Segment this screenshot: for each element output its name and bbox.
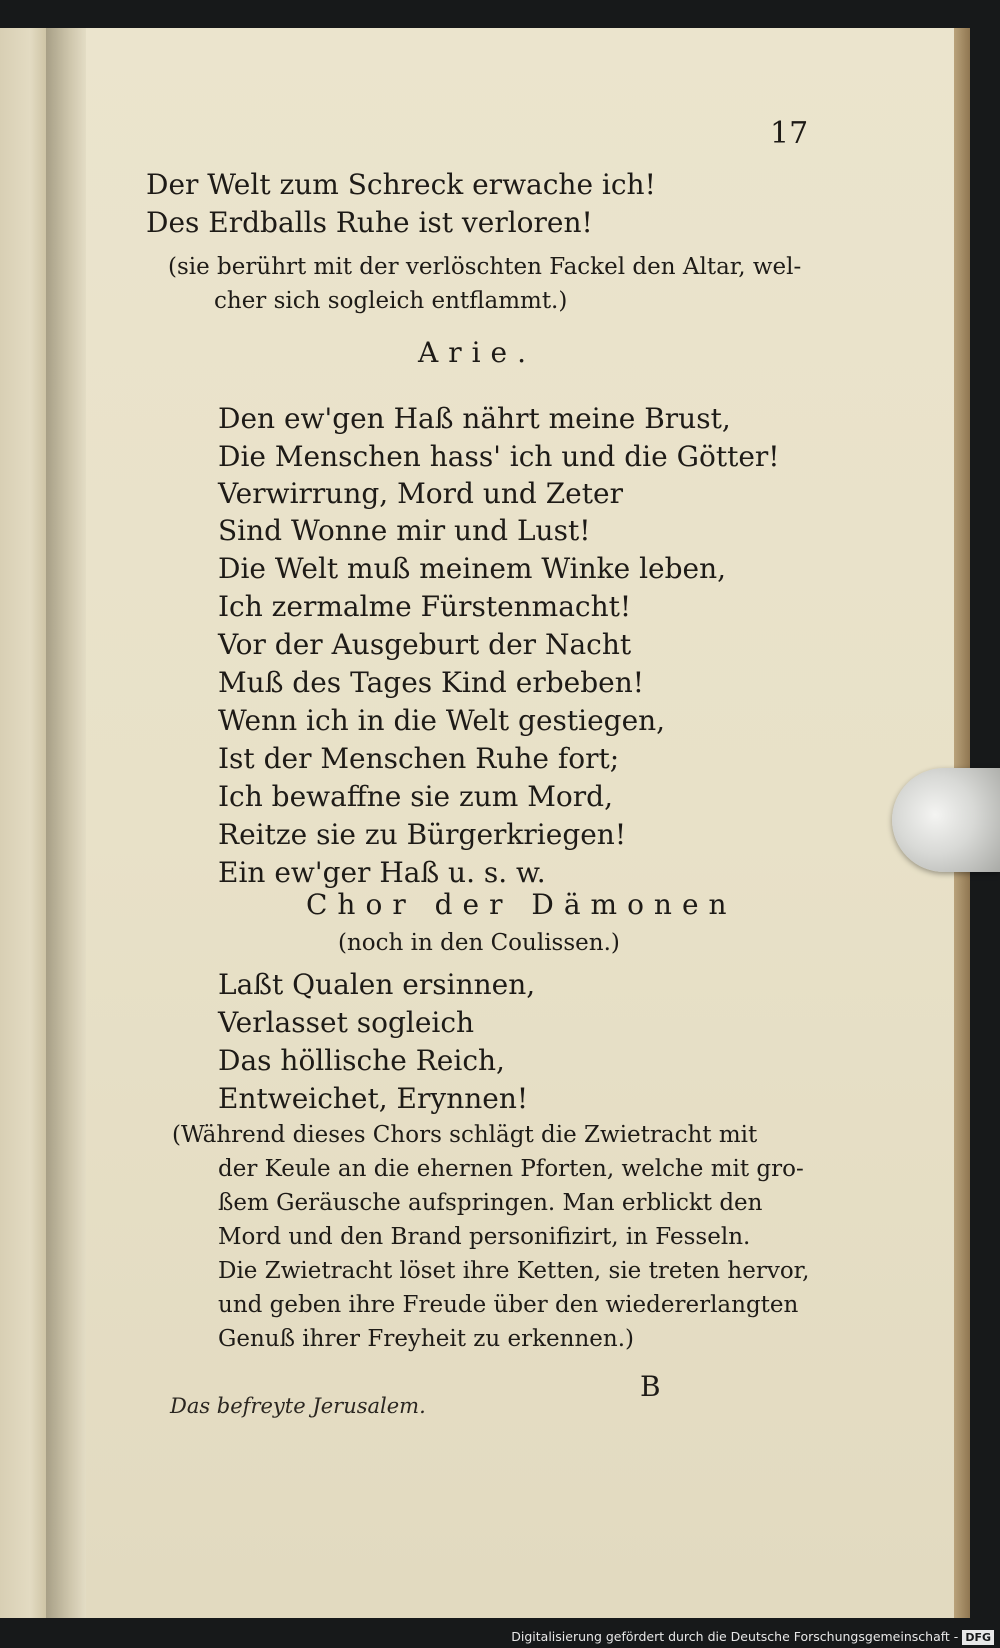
- stage-direction-line: (Während dieses Chors schlägt die Zwietracht mit: [172, 1122, 758, 1148]
- aria-line: Ein ew'ger Haß u. s. w.: [218, 856, 546, 889]
- text-line: Des Erdballs Ruhe ist verloren!: [146, 206, 593, 239]
- chor-line: Das höllische Reich,: [218, 1044, 505, 1077]
- chor-line: Entweichet, Erynnen!: [218, 1082, 529, 1115]
- chor-line: Laßt Qualen ersinnen,: [218, 968, 536, 1001]
- aria-line: Reitze sie zu Bürgerkriegen!: [218, 818, 627, 851]
- aria-line: Verwirrung, Mord und Zeter: [218, 477, 623, 510]
- aria-line: Muß des Tages Kind erbeben!: [218, 666, 644, 699]
- stage-direction-line: Genuß ihrer Freyheit zu erkennen.): [218, 1326, 634, 1352]
- aria-line: Die Welt muß meinem Winke leben,: [218, 552, 727, 585]
- stage-direction-line: Mord und den Brand personifizirt, in Fesseln.: [218, 1224, 751, 1250]
- heading-arie: Arie.: [418, 336, 537, 369]
- stage-direction-line: (sie berührt mit der verlöschten Fackel den Altar, wel-: [168, 254, 802, 280]
- stage-direction-line: Die Zwietracht löset ihre Ketten, sie treten hervor,: [218, 1258, 810, 1284]
- stage-direction-line: cher sich sogleich entflammt.): [214, 288, 568, 314]
- catchword-footer-title: Das befreyte Jerusalem.: [170, 1394, 426, 1418]
- dfg-logo-badge: DFG: [962, 1630, 994, 1645]
- aria-line: Vor der Ausgeburt der Nacht: [218, 628, 632, 661]
- dfg-notice-text: Digitalisierung gefördert durch die Deutsche Forschungsgemeinschaft -: [511, 1629, 959, 1644]
- page-number: 17: [770, 116, 809, 151]
- heading-chor: Chor der Dämonen: [306, 888, 737, 921]
- facing-page-edge: [0, 28, 50, 1618]
- chor-line: Verlasset sogleich: [218, 1006, 475, 1039]
- chor-subtitle: (noch in den Coulissen.): [338, 930, 620, 956]
- book-gutter: [46, 28, 88, 1618]
- aria-line: Wenn ich in die Welt gestiegen,: [218, 704, 666, 737]
- aria-line: Den ew'gen Haß nährt meine Brust,: [218, 402, 731, 435]
- digitization-notice-bar: [0, 1626, 1000, 1648]
- printer-signature-mark: B: [640, 1370, 661, 1403]
- aria-line: Sind Wonne mir und Lust!: [218, 514, 591, 547]
- stage-direction-line: der Keule an die ehernen Pforten, welche mit gro-: [218, 1156, 804, 1182]
- stage-direction-line: und geben ihre Freude über den wiedererlangten: [218, 1292, 799, 1318]
- page-holder-clip: [892, 768, 1000, 872]
- text-line: Der Welt zum Schreck erwache ich!: [146, 168, 656, 201]
- aria-line: Die Menschen hass' ich und die Götter!: [218, 440, 780, 473]
- stage-direction-line: ßem Geräusche aufspringen. Man erblickt den: [218, 1190, 763, 1216]
- aria-line: Ich bewaffne sie zum Mord,: [218, 780, 613, 813]
- aria-line: Ich zermalme Fürstenmacht!: [218, 590, 632, 623]
- aria-line: Ist der Menschen Ruhe fort;: [218, 742, 620, 775]
